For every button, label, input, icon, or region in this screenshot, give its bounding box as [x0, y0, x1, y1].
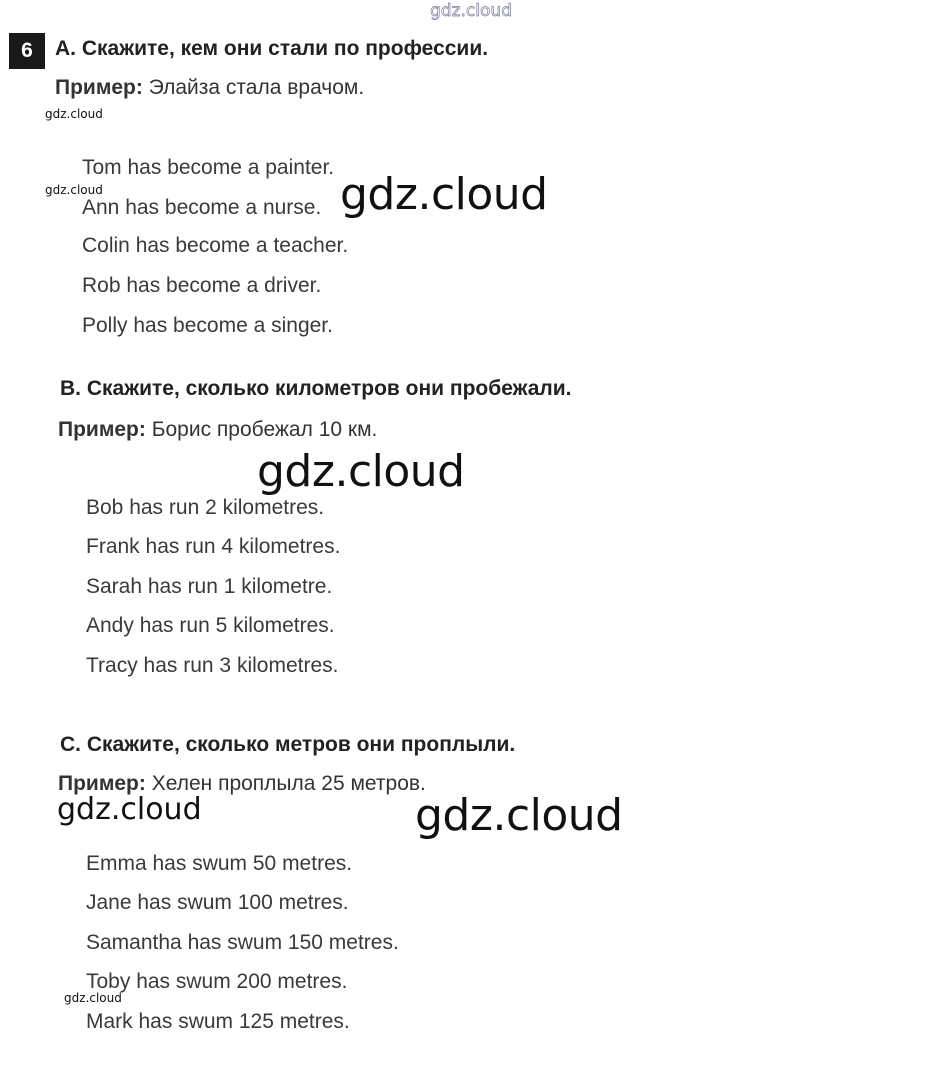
watermark-small: gdz.cloud — [45, 107, 103, 121]
section-c-sentence-1: Emma has swum 50 metres. — [86, 852, 353, 875]
section-a-example — [55, 76, 364, 100]
section-b-sentence-4: Andy has run 5 kilometres. — [86, 614, 335, 637]
watermark-small: gdz.cloud — [64, 991, 122, 1005]
section-a-sentence-3: Colin has become a teacher. — [82, 234, 349, 257]
section-c-sentence-2: Jane has swum 100 metres. — [86, 891, 349, 914]
section-b-sentence-5: Tracy has run 3 kilometres. — [86, 654, 339, 677]
section-c-sentence-3: Samantha has swum 150 metres. — [86, 931, 399, 954]
section-a-sentence-2: Ann has become a nurse. — [82, 196, 322, 219]
section-c-sentence-5: Mark has swum 125 metres. — [86, 1010, 350, 1033]
watermark-small: gdz.cloud — [45, 183, 103, 197]
watermark-top: gdz.cloud — [430, 1, 512, 21]
section-b-example — [58, 418, 377, 442]
section-b-sentence-3: Sarah has run 1 kilometre. — [86, 575, 333, 598]
section-a-sentence-5: Polly has become a singer. — [82, 314, 333, 337]
section-c-sentence-4: Toby has swum 200 metres. — [86, 970, 348, 993]
section-b-heading: B. Скажите, сколько километров они пробежали. — [60, 377, 572, 400]
section-b-sentence-1: Bob has run 2 kilometres. — [86, 496, 325, 519]
watermark-large: gdz.cloud — [415, 790, 623, 841]
task-number-badge: 6 — [9, 33, 45, 69]
section-a-heading: A. Скажите, кем они стали по профессии. — [55, 37, 489, 60]
section-c-example-text: Хелен проплыла 25 метров. — [151, 772, 426, 795]
section-a-example-text: Элайза стала врачом. — [148, 76, 365, 99]
section-a-sentence-1: Tom has become a painter. — [82, 156, 335, 179]
section-b-sentence-2: Frank has run 4 kilometres. — [86, 535, 341, 558]
section-a-example-label: Пример: — [55, 76, 143, 99]
watermark-large: gdz.cloud — [340, 169, 548, 220]
section-c-heading: C. Скажите, сколько метров они проплыли. — [60, 733, 516, 756]
section-b-example-text: Борис пробежал 10 км. — [151, 418, 378, 441]
watermark-medium: gdz.cloud — [57, 792, 202, 827]
section-b-example-label: Пример: — [58, 418, 146, 441]
watermark-large: gdz.cloud — [257, 446, 465, 497]
section-c-example-label: Пример: — [58, 772, 146, 795]
section-a-sentence-4: Rob has become a driver. — [82, 274, 322, 297]
